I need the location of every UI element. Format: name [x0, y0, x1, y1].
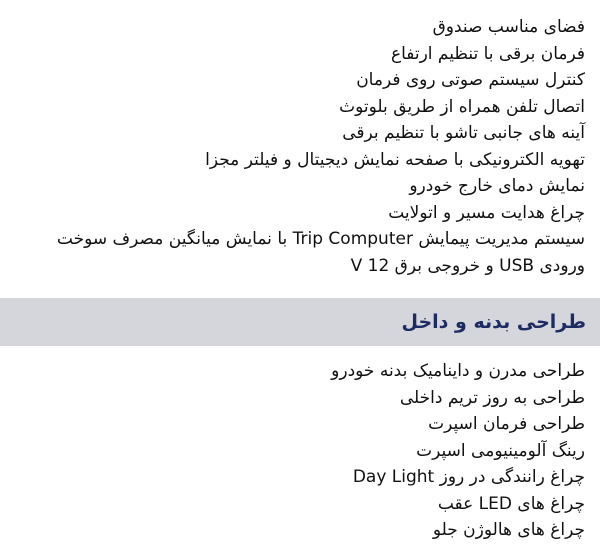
list-item: کنترل سیستم صوتی روی فرمان	[356, 70, 585, 90]
list-item: فضای مناسب صندوق	[432, 17, 585, 37]
list-item: چراغ هدایت مسیر و اتولایت	[388, 202, 585, 223]
list-item: ورودی USB و خروجی برق 12 V	[350, 255, 585, 276]
list-item: فرمان برقی با تنظیم ارتفاع	[390, 43, 585, 64]
list-item: رینگ آلومینیومی اسپرت	[416, 440, 585, 461]
section-title: طراحی بدنه و داخل	[401, 311, 586, 333]
list-item: طراحی مدرن و داینامیک بدنه خودرو	[331, 361, 585, 381]
list-item: چراغ های هالوژن جلو	[432, 520, 585, 540]
feature-list-top	[0, 0, 600, 279]
list-item: چراغ های LED عقب	[437, 493, 585, 514]
feature-list-bottom	[0, 346, 600, 544]
list-item: سیستم مدیریت پیمایش Trip Computer با نمایش میانگین مصرف سوخت	[56, 229, 585, 249]
list-item: نمایش دمای خارج خودرو	[409, 176, 585, 196]
list-item: آینه های جانبی تاشو با تنظیم برقی	[342, 123, 585, 143]
list-item: چراغ رانندگی در روز Day Light	[352, 467, 585, 487]
list-item: اتصال تلفن همراه از طریق بلوتوث	[339, 96, 585, 117]
list-item: طراحی فرمان اسپرت	[428, 414, 585, 434]
list-item: طراحی به روز تریم داخلی	[399, 387, 585, 408]
section-header	[0, 298, 600, 346]
list-item: تهویه الکترونیکی با صفحه نمایش دیجیتال و فیلتر مجزا	[205, 149, 585, 170]
